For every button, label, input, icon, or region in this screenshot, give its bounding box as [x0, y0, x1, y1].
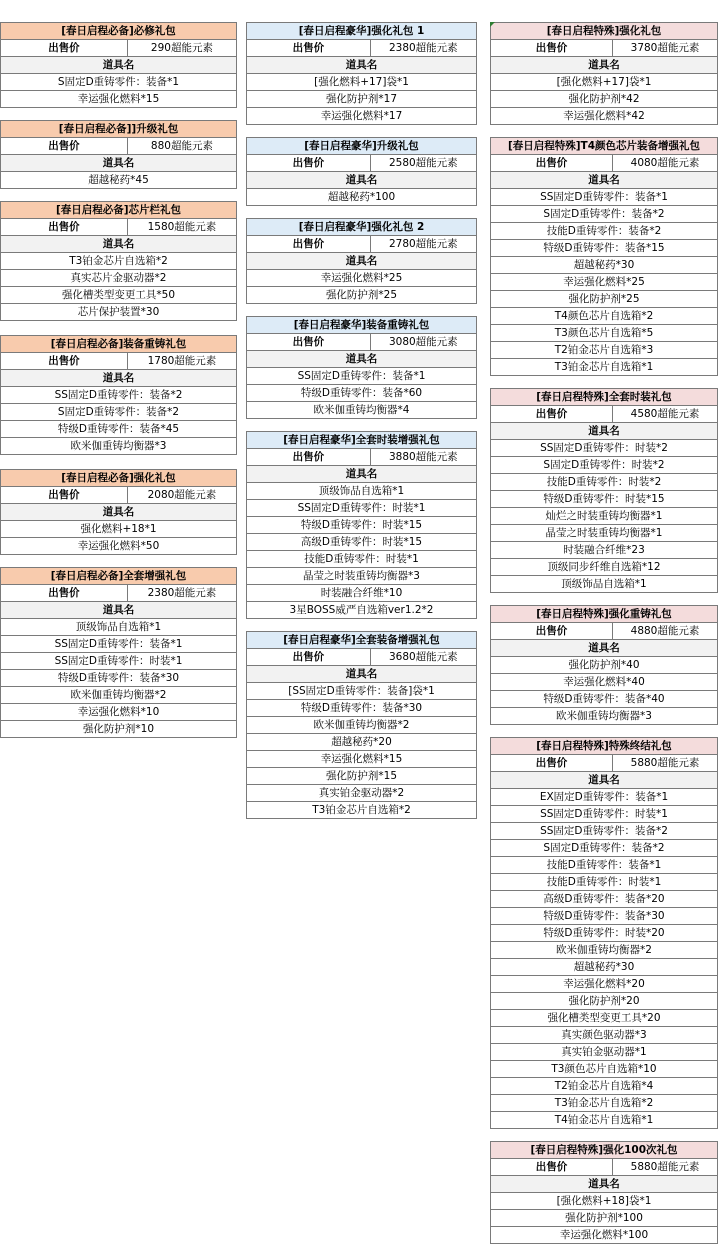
- price-value: 2380超能元素: [147, 587, 217, 599]
- item-row: 强化槽类型变更工具*50: [1, 287, 236, 304]
- pack-title: [春日启程豪华]强化礼包 1: [247, 23, 476, 40]
- item-row: T3颜色芯片自选箱*10: [491, 1061, 717, 1078]
- item-row: SS固定D重铸零件：装备*2: [491, 823, 717, 840]
- item-row: T2铂金芯片自选箱*3: [491, 342, 717, 359]
- item-row: SS固定D重铸零件：装备*1: [1, 636, 236, 653]
- pack-title: [春日启程豪华]强化礼包 2: [247, 219, 476, 236]
- item-row: S固定D重铸零件：装备*1: [1, 74, 236, 91]
- gift-pack-table: [0, 201, 237, 321]
- item-row: 技能D重铸零件：装备*1: [491, 857, 717, 874]
- price-label: 出售价: [1, 138, 128, 154]
- item-row: T4颜色芯片自选箱*2: [491, 308, 717, 325]
- price-row: [247, 649, 476, 666]
- item-header: 道具名: [247, 57, 476, 74]
- item-row: 真实芯片金驱动器*2: [1, 270, 236, 287]
- price-row: [491, 155, 717, 172]
- gift-pack-table: [490, 22, 718, 125]
- price-label: 出售价: [247, 155, 371, 171]
- price-label: 出售价: [1, 219, 128, 235]
- gift-pack-table: [490, 137, 718, 376]
- item-row: 强化防护剂*15: [247, 768, 476, 785]
- price-value: 1780超能元素: [147, 355, 217, 367]
- item-row: 晶莹之时装重铸均衡器*3: [247, 568, 476, 585]
- item-row: 顶级饰品自选箱*1: [491, 576, 717, 593]
- pack-title: [春日启程必备]芯片栏礼包: [1, 202, 236, 219]
- pack-title: [春日启程豪华]全套装备增强礼包: [247, 632, 476, 649]
- gift-pack-table: [0, 335, 237, 455]
- price-value: 4880超能元素: [630, 625, 700, 637]
- item-row: 强化防护剂*40: [491, 657, 717, 674]
- price-value: 880超能元素: [150, 140, 213, 152]
- gift-pack-table: [246, 137, 477, 206]
- item-row: 特级D重铸零件：装备*40: [491, 691, 717, 708]
- item-row: 技能D重铸零件：时装*1: [247, 551, 476, 568]
- price-row: [491, 406, 717, 423]
- item-row: 灿烂之时装重铸均衡器*1: [491, 508, 717, 525]
- price-value: 290超能元素: [150, 42, 213, 54]
- item-row: T2铂金芯片自选箱*4: [491, 1078, 717, 1095]
- gift-pack-table: [246, 431, 477, 619]
- item-row: 幸运强化燃料*100: [491, 1227, 717, 1244]
- item-row: 特级D重铸零件：装备*15: [491, 240, 717, 257]
- item-row: 特级D重铸零件：装备*45: [1, 421, 236, 438]
- item-row: T3铂金芯片自选箱*2: [247, 802, 476, 819]
- item-row: S固定D重铸零件：装备*2: [1, 404, 236, 421]
- price-row: [1, 585, 236, 602]
- item-row: 欧米伽重铸均衡器*4: [247, 402, 476, 419]
- item-row: 欧米伽重铸均衡器*3: [1, 438, 236, 455]
- item-row: 特级D重铸零件：时装*20: [491, 925, 717, 942]
- item-row: SS固定D重铸零件：装备*1: [247, 368, 476, 385]
- price-value: 3680超能元素: [388, 651, 458, 663]
- price-row: [491, 623, 717, 640]
- item-row: 顶级饰品自选箱*1: [247, 483, 476, 500]
- item-row: 强化防护剂*20: [491, 993, 717, 1010]
- item-row: 真实颜色驱动器*3: [491, 1027, 717, 1044]
- price-row: [247, 40, 476, 57]
- item-row: 顶级饰品自选箱*1: [1, 619, 236, 636]
- item-row: 强化防护剂*25: [247, 287, 476, 304]
- pack-title: [春日启程必备]装备重铸礼包: [1, 336, 236, 353]
- item-row: 欧米伽重铸均衡器*2: [247, 717, 476, 734]
- pack-title: [春日启程特殊]强化100次礼包: [491, 1142, 717, 1159]
- gift-pack-table: [246, 22, 477, 125]
- item-header: 道具名: [1, 504, 236, 521]
- item-row: 幸运强化燃料*17: [247, 108, 476, 125]
- item-row: 时装融合纤维*23: [491, 542, 717, 559]
- item-row: T4铂金芯片自选箱*1: [491, 1112, 717, 1129]
- price-label: 出售价: [491, 623, 613, 639]
- price-row: [247, 155, 476, 172]
- price-label: 出售价: [491, 40, 613, 56]
- price-label: 出售价: [1, 40, 128, 56]
- price-label: 出售价: [1, 585, 128, 601]
- pack-title: [春日启程特殊]T4颜色芯片装备增强礼包: [491, 138, 717, 155]
- pack-column-basic: [0, 22, 237, 738]
- item-row: 高级D重铸零件：时装*15: [247, 534, 476, 551]
- item-row: EX固定D重铸零件：装备*1: [491, 789, 717, 806]
- item-row: 超越秘药*30: [491, 257, 717, 274]
- item-row: SS固定D重铸零件：装备*2: [1, 387, 236, 404]
- price-row: [491, 40, 717, 57]
- item-row: 强化防护剂*42: [491, 91, 717, 108]
- price-value: 2380超能元素: [388, 42, 458, 54]
- price-row: [1, 487, 236, 504]
- price-label: 出售价: [491, 1159, 613, 1175]
- price-value: 1580超能元素: [147, 221, 217, 233]
- item-header: 道具名: [1, 602, 236, 619]
- price-value: 3880超能元素: [388, 451, 458, 463]
- item-row: 晶莹之时装重铸均衡器*1: [491, 525, 717, 542]
- price-label: 出售价: [247, 40, 371, 56]
- item-row: SS固定D重铸零件：时装*1: [247, 500, 476, 517]
- price-value: 4080超能元素: [630, 157, 700, 169]
- item-row: 特级D重铸零件：装备*30: [491, 908, 717, 925]
- gift-pack-table: [246, 316, 477, 419]
- item-row: 技能D重铸零件：装备*2: [491, 223, 717, 240]
- item-row: 幸运强化燃料*15: [1, 91, 236, 108]
- price-value: 5880超能元素: [630, 1161, 700, 1173]
- item-row: 强化防护剂*100: [491, 1210, 717, 1227]
- pack-title: [春日启程豪华]全套时装增强礼包: [247, 432, 476, 449]
- item-row: [强化燃料+17]袋*1: [491, 74, 717, 91]
- item-row: 强化槽类型变更工具*20: [491, 1010, 717, 1027]
- item-row: 幸运强化燃料*42: [491, 108, 717, 125]
- item-row: SS固定D重铸零件：时装*2: [491, 440, 717, 457]
- item-header: 道具名: [1, 236, 236, 253]
- item-header: 道具名: [247, 253, 476, 270]
- pack-title: [春日启程特殊]强化礼包: [491, 23, 717, 40]
- price-label: 出售价: [247, 236, 371, 252]
- item-row: 超越秘药*20: [247, 734, 476, 751]
- gift-pack-table: [0, 120, 237, 189]
- item-row: S固定D重铸零件：时装*2: [491, 457, 717, 474]
- pack-title: [春日启程特殊]特殊终结礼包: [491, 738, 717, 755]
- item-header: 道具名: [491, 423, 717, 440]
- item-header: 道具名: [491, 772, 717, 789]
- item-row: 特级D重铸零件：时装*15: [491, 491, 717, 508]
- item-header: 道具名: [491, 640, 717, 657]
- gift-pack-table: [0, 567, 237, 738]
- item-row: S固定D重铸零件：装备*2: [491, 840, 717, 857]
- gift-pack-table: [490, 388, 718, 593]
- pack-column-deluxe: [246, 22, 477, 819]
- gift-pack-table: [490, 605, 718, 725]
- item-header: 道具名: [491, 57, 717, 74]
- item-row: SS固定D重铸零件：装备*1: [491, 189, 717, 206]
- item-row: 芯片保护装置*30: [1, 304, 236, 321]
- item-row: 顶级同步纤维自选箱*12: [491, 559, 717, 576]
- item-row: [SS固定D重铸零件：装备]袋*1: [247, 683, 476, 700]
- item-row: 欧米伽重铸均衡器*2: [1, 687, 236, 704]
- item-row: 强化燃料+18*1: [1, 521, 236, 538]
- gift-pack-table: [246, 218, 477, 304]
- item-row: 强化防护剂*10: [1, 721, 236, 738]
- price-row: [491, 1159, 717, 1176]
- item-row: 强化防护剂*17: [247, 91, 476, 108]
- item-row: 技能D重铸零件：时装*2: [491, 474, 717, 491]
- pack-title: [春日启程必备]必修礼包: [1, 23, 236, 40]
- item-header: 道具名: [247, 466, 476, 483]
- item-row: 强化防护剂*25: [491, 291, 717, 308]
- price-row: [247, 334, 476, 351]
- item-row: 高级D重铸零件：装备*20: [491, 891, 717, 908]
- item-row: SS固定D重铸零件：时装*1: [491, 806, 717, 823]
- item-row: S固定D重铸零件：装备*2: [491, 206, 717, 223]
- item-row: 欧米伽重铸均衡器*2: [491, 942, 717, 959]
- item-row: 欧米伽重铸均衡器*3: [491, 708, 717, 725]
- item-header: 道具名: [247, 351, 476, 368]
- item-row: T3铂金芯片自选箱*2: [491, 1095, 717, 1112]
- item-header: 道具名: [491, 1176, 717, 1193]
- item-row: 特级D重铸零件：装备*60: [247, 385, 476, 402]
- item-header: 道具名: [1, 57, 236, 74]
- price-value: 3780超能元素: [630, 42, 700, 54]
- item-header: 道具名: [247, 172, 476, 189]
- price-row: [491, 755, 717, 772]
- price-label: 出售价: [247, 334, 371, 350]
- price-label: 出售价: [491, 406, 613, 422]
- item-row: T3铂金芯片自选箱*1: [491, 359, 717, 376]
- price-value: 2580超能元素: [388, 157, 458, 169]
- gift-pack-table: [490, 1141, 718, 1244]
- cell-comment-marker: [490, 22, 495, 27]
- price-row: [1, 138, 236, 155]
- item-row: 特级D重铸零件：时装*15: [247, 517, 476, 534]
- item-row: 真实铂金驱动器*2: [247, 785, 476, 802]
- price-row: [1, 40, 236, 57]
- price-value: 3080超能元素: [388, 336, 458, 348]
- price-row: [247, 449, 476, 466]
- pack-title: [春日启程豪华]升级礼包: [247, 138, 476, 155]
- pack-title: [春日启程豪华]装备重铸礼包: [247, 317, 476, 334]
- pack-title: [春日启程必备]全套增强礼包: [1, 568, 236, 585]
- item-header: 道具名: [1, 370, 236, 387]
- item-row: 超越秘药*30: [491, 959, 717, 976]
- item-row: T3颜色芯片自选箱*5: [491, 325, 717, 342]
- item-row: 时装融合纤维*10: [247, 585, 476, 602]
- gift-pack-table: [490, 737, 718, 1129]
- price-row: [247, 236, 476, 253]
- price-label: 出售价: [491, 755, 613, 771]
- price-value: 4580超能元素: [630, 408, 700, 420]
- price-label: 出售价: [247, 449, 371, 465]
- pack-title: [春日启程特殊]全套时装礼包: [491, 389, 717, 406]
- price-row: [1, 219, 236, 236]
- item-row: [强化燃料+17]袋*1: [247, 74, 476, 91]
- item-row: 真实铂金驱动器*1: [491, 1044, 717, 1061]
- item-row: 幸运强化燃料*25: [247, 270, 476, 287]
- price-row: [1, 353, 236, 370]
- item-row: T3铂金芯片自选箱*2: [1, 253, 236, 270]
- item-row: 幸运强化燃料*20: [491, 976, 717, 993]
- price-value: 2080超能元素: [147, 489, 217, 501]
- price-value: 5880超能元素: [630, 757, 700, 769]
- gift-pack-table: [0, 22, 237, 108]
- pack-title: [春日启程必备]]升级礼包: [1, 121, 236, 138]
- price-label: 出售价: [1, 487, 128, 503]
- price-label: 出售价: [247, 649, 371, 665]
- item-row: 特级D重铸零件：装备*30: [247, 700, 476, 717]
- price-value: 2780超能元素: [388, 238, 458, 250]
- pack-title: [春日启程必备]强化礼包: [1, 470, 236, 487]
- item-row: 超越秘药*100: [247, 189, 476, 206]
- item-row: 幸运强化燃料*40: [491, 674, 717, 691]
- item-header: 道具名: [491, 172, 717, 189]
- price-label: 出售价: [1, 353, 128, 369]
- item-row: 技能D重铸零件：时装*1: [491, 874, 717, 891]
- gift-pack-table: [0, 469, 237, 555]
- item-row: 幸运强化燃料*50: [1, 538, 236, 555]
- item-row: 3星BOSS威严自选箱ver1.2*2: [247, 602, 476, 619]
- item-header: 道具名: [247, 666, 476, 683]
- item-row: 幸运强化燃料*10: [1, 704, 236, 721]
- pack-column-special: [490, 22, 718, 1244]
- item-header: 道具名: [1, 155, 236, 172]
- pack-title: [春日启程特殊]强化重铸礼包: [491, 606, 717, 623]
- item-row: 幸运强化燃料*25: [491, 274, 717, 291]
- item-row: 超越秘药*45: [1, 172, 236, 189]
- item-row: [强化燃料+18]袋*1: [491, 1193, 717, 1210]
- price-label: 出售价: [491, 155, 613, 171]
- gift-pack-table: [246, 631, 477, 819]
- item-row: 幸运强化燃料*15: [247, 751, 476, 768]
- item-row: SS固定D重铸零件：时装*1: [1, 653, 236, 670]
- item-row: 特级D重铸零件：装备*30: [1, 670, 236, 687]
